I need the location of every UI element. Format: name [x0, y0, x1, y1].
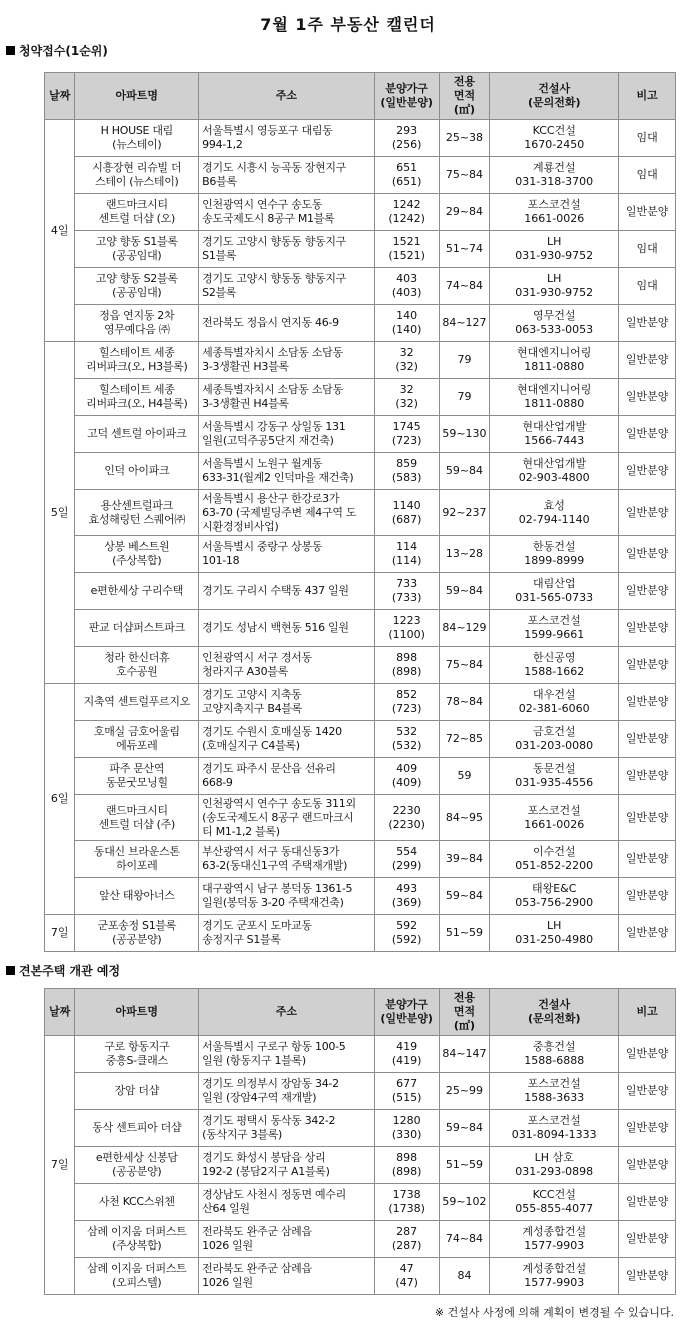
address-cell: 서울특별시 노원구 월계동 633-31(월계2 인덕마을 재건축): [199, 453, 375, 490]
builder-cell: 계성종합건설 1577-9903: [490, 1258, 619, 1295]
units-cell: 47 (47): [374, 1258, 439, 1295]
note-cell: 일반분양: [619, 379, 676, 416]
area-cell: 51~74: [439, 231, 490, 268]
page-title: 7월 1주 부동산 캘린더: [260, 15, 436, 34]
area-cell: 59: [439, 758, 490, 795]
area-cell: 29~84: [439, 194, 490, 231]
address-cell: 전라북도 완주군 삼례읍 1026 일원: [199, 1221, 375, 1258]
address-cell: 경기도 고양시 향동동 향동지구 S2블록: [199, 268, 375, 305]
square-bullet-icon: [6, 966, 15, 975]
apartment-name-cell: 판교 더샵퍼스트파크: [75, 610, 199, 647]
note-cell: 일반분양: [619, 1184, 676, 1221]
day-cell: 7일: [45, 915, 75, 952]
builder-cell: KCC건설 055-855-4077: [490, 1184, 619, 1221]
area-cell: 84~129: [439, 610, 490, 647]
table-row: [45, 1036, 676, 1073]
units-cell: 1745 (723): [374, 416, 439, 453]
address-cell: 부산광역시 서구 동대신동3가 63-2(동대신1구역 주택재개발): [199, 841, 375, 878]
area-cell: 79: [439, 342, 490, 379]
table-row: [45, 342, 676, 379]
units-cell: 293 (256): [374, 120, 439, 157]
units-cell: 677 (515): [374, 1073, 439, 1110]
units-cell: 403 (403): [374, 268, 439, 305]
builder-cell: 금호건설 031-203-0080: [490, 721, 619, 758]
address-cell: 경상남도 사천시 정동면 예수리 산64 일원: [199, 1184, 375, 1221]
table-row: [45, 1184, 676, 1221]
builder-cell: 중흥건설 1588-6888: [490, 1036, 619, 1073]
note-cell: 일반분양: [619, 536, 676, 573]
units-cell: 1223 (1100): [374, 610, 439, 647]
address-cell: 서울특별시 구로구 항동 100-5 일원 (항동지구 1블록): [199, 1036, 375, 1073]
builder-cell: 한동건설 1899-8999: [490, 536, 619, 573]
day-cell: 5일: [45, 342, 75, 684]
units-cell: 852 (723): [374, 684, 439, 721]
units-cell: 493 (369): [374, 878, 439, 915]
model-house-table: [44, 988, 676, 1295]
header-row: [45, 989, 676, 1036]
units-cell: 32 (32): [374, 379, 439, 416]
units-cell: 1738 (1738): [374, 1184, 439, 1221]
header-area: 전용 면적 (㎡): [439, 73, 490, 120]
apartment-name-cell: H HOUSE 대림 (뉴스테이): [75, 120, 199, 157]
builder-cell: 계성종합건설 1577-9903: [490, 1221, 619, 1258]
area-cell: 59~84: [439, 878, 490, 915]
header-builder: 건설사 (문의전화): [490, 73, 619, 120]
day-cell: 4일: [45, 120, 75, 342]
apartment-name-cell: 랜드마크시티 센트럴 더샵 (주): [75, 795, 199, 841]
apartment-name-cell: 지축역 센트럴푸르지오: [75, 684, 199, 721]
table-row: [45, 416, 676, 453]
area-cell: 74~84: [439, 1221, 490, 1258]
units-cell: 419 (419): [374, 1036, 439, 1073]
units-cell: 532 (532): [374, 721, 439, 758]
header-area: 전용 면적 (㎡): [439, 989, 490, 1036]
apartment-name-cell: 파주 문산역 동문굿모닝힐: [75, 758, 199, 795]
builder-cell: 대림산업 031-565-0733: [490, 573, 619, 610]
address-cell: 서울특별시 강동구 상일동 131 일원(고덕주공5단지 재건축): [199, 416, 375, 453]
table-row: [45, 194, 676, 231]
address-cell: 경기도 고양시 향동동 향동지구 S1블록: [199, 231, 375, 268]
area-cell: 59~84: [439, 573, 490, 610]
builder-cell: 포스코건설 1588-3633: [490, 1073, 619, 1110]
units-cell: 1140 (687): [374, 490, 439, 536]
area-cell: 59~84: [439, 453, 490, 490]
square-bullet-icon: [6, 46, 15, 55]
units-cell: 32 (32): [374, 342, 439, 379]
header-note: 비고: [619, 73, 676, 120]
header-units: 분양가구 (일반분양): [374, 73, 439, 120]
note-cell: 일반분양: [619, 573, 676, 610]
apartment-name-cell: 고양 향동 S1블록 (공공임대): [75, 231, 199, 268]
builder-cell: 현대산업개발 02-903-4800: [490, 453, 619, 490]
builder-cell: KCC건설 1670-2450: [490, 120, 619, 157]
header-date: 날짜: [45, 73, 75, 120]
apartment-name-cell: 고덕 센트럴 아이파크: [75, 416, 199, 453]
builder-cell: 현대엔지니어링 1811-0880: [490, 379, 619, 416]
table-row: [45, 1221, 676, 1258]
area-cell: 84~147: [439, 1036, 490, 1073]
table-row: [45, 721, 676, 758]
apartment-name-cell: 앞산 태왕아너스: [75, 878, 199, 915]
units-cell: 140 (140): [374, 305, 439, 342]
header-note: 비고: [619, 989, 676, 1036]
address-cell: 세종특별자치시 소담동 소담동 3-3생활권 H3블록: [199, 342, 375, 379]
apartment-name-cell: 용산센트럴파크 효성해링턴 스퀘어㈜: [75, 490, 199, 536]
address-cell: 경기도 화성시 봉담읍 상리 192-2 (봉담2지구 A1블록): [199, 1147, 375, 1184]
units-cell: 898 (898): [374, 647, 439, 684]
table-row: [45, 841, 676, 878]
address-cell: 인천광역시 연수구 송도동 송도국제도시 8공구 M1블록: [199, 194, 375, 231]
apartment-name-cell: 동대신 브라운스톤 하이포레: [75, 841, 199, 878]
note-cell: 일반분양: [619, 1110, 676, 1147]
note-cell: 일반분양: [619, 1147, 676, 1184]
units-cell: 733 (733): [374, 573, 439, 610]
table-row: [45, 305, 676, 342]
note-cell: 일반분양: [619, 453, 676, 490]
note-cell: 일반분양: [619, 342, 676, 379]
builder-cell: LH 031-250-4980: [490, 915, 619, 952]
note-cell: 일반분양: [619, 647, 676, 684]
builder-cell: 포스코건설 1661-0026: [490, 795, 619, 841]
builder-cell: 영무건설 063-533-0053: [490, 305, 619, 342]
apartment-name-cell: 구로 항동지구 중흥S-클래스: [75, 1036, 199, 1073]
address-cell: 전라북도 완주군 삼례읍 1026 일원: [199, 1258, 375, 1295]
units-cell: 898 (898): [374, 1147, 439, 1184]
table-row: [45, 536, 676, 573]
note-cell: 임대: [619, 268, 676, 305]
header-address: 주소: [199, 73, 375, 120]
address-cell: 경기도 고양시 지축동 고양지축지구 B4블록: [199, 684, 375, 721]
address-cell: 경기도 의정부시 장암동 34-2 일원 (장암4구역 재개발): [199, 1073, 375, 1110]
apartment-name-cell: 힐스테이트 세종 리버파크(오, H3블록): [75, 342, 199, 379]
area-cell: 84~95: [439, 795, 490, 841]
units-cell: 1242 (1242): [374, 194, 439, 231]
note-cell: 일반분양: [619, 194, 676, 231]
builder-cell: 태왕E&C 053-756-2900: [490, 878, 619, 915]
header-apartment: 아파트명: [75, 989, 199, 1036]
apartment-name-cell: e편한세상 신봉담 (공공분양): [75, 1147, 199, 1184]
table-row: [45, 453, 676, 490]
apartment-name-cell: 상봉 베스트원 (주상복합): [75, 536, 199, 573]
table-row: [45, 684, 676, 721]
apartment-name-cell: 장암 더샵: [75, 1073, 199, 1110]
note-cell: 일반분양: [619, 1258, 676, 1295]
table-row: [45, 1110, 676, 1147]
builder-cell: 동문건설 031-935-4556: [490, 758, 619, 795]
address-cell: 경기도 수원시 호매실동 1420 (호매실지구 C4블록): [199, 721, 375, 758]
builder-cell: 포스코건설 031-8094-1333: [490, 1110, 619, 1147]
apartment-name-cell: 사천 KCC스위첸: [75, 1184, 199, 1221]
table-row: [45, 379, 676, 416]
note-cell: 일반분양: [619, 841, 676, 878]
units-cell: 554 (299): [374, 841, 439, 878]
section-heading-model-house: [6, 962, 120, 979]
address-cell: 경기도 시흥시 능곡동 장현지구 B6블록: [199, 157, 375, 194]
note-cell: 일반분양: [619, 1036, 676, 1073]
note-cell: 일반분양: [619, 915, 676, 952]
builder-cell: 포스코건설 1661-0026: [490, 194, 619, 231]
area-cell: 25~99: [439, 1073, 490, 1110]
units-cell: 287 (287): [374, 1221, 439, 1258]
note-cell: 일반분양: [619, 305, 676, 342]
header-units: 분양가구 (일반분양): [374, 989, 439, 1036]
note-cell: 임대: [619, 120, 676, 157]
header-row: [45, 73, 676, 120]
note-cell: 일반분양: [619, 795, 676, 841]
address-cell: 인천광역시 서구 경서동 청라지구 A30블록: [199, 647, 375, 684]
builder-cell: 이수건설 051-852-2200: [490, 841, 619, 878]
area-cell: 51~59: [439, 915, 490, 952]
area-cell: 84: [439, 1258, 490, 1295]
area-cell: 74~84: [439, 268, 490, 305]
table-row: [45, 878, 676, 915]
header-address: 주소: [199, 989, 375, 1036]
area-cell: 78~84: [439, 684, 490, 721]
units-cell: 592 (592): [374, 915, 439, 952]
header-date: 날짜: [45, 989, 75, 1036]
table-row: [45, 157, 676, 194]
builder-cell: LH 삼호 031-293-0898: [490, 1147, 619, 1184]
builder-cell: 대우건설 02-381-6060: [490, 684, 619, 721]
builder-cell: 한신공영 1588-1662: [490, 647, 619, 684]
units-cell: 859 (583): [374, 453, 439, 490]
section-heading-subscription: [6, 42, 108, 59]
note-cell: 일반분양: [619, 1073, 676, 1110]
address-cell: 서울특별시 용산구 한강로3가 63-70 (국제빌딩주변 제4구역 도 시환경정비사업): [199, 490, 375, 536]
apartment-name-cell: 삼례 이지움 더퍼스트 (오피스텔): [75, 1258, 199, 1295]
note-cell: 일반분양: [619, 721, 676, 758]
table-row: [45, 1147, 676, 1184]
area-cell: 51~59: [439, 1147, 490, 1184]
table-row: [45, 490, 676, 536]
day-cell: 7일: [45, 1036, 75, 1295]
area-cell: 13~28: [439, 536, 490, 573]
table-row: [45, 647, 676, 684]
address-cell: 경기도 구리시 수택동 437 일원: [199, 573, 375, 610]
address-cell: 서울특별시 중랑구 상봉동 101-18: [199, 536, 375, 573]
area-cell: 25~38: [439, 120, 490, 157]
note-cell: 임대: [619, 157, 676, 194]
address-cell: 전라북도 정읍시 연지동 46-9: [199, 305, 375, 342]
units-cell: 114 (114): [374, 536, 439, 573]
apartment-name-cell: 랜드마크시티 센트럴 더샵 (오): [75, 194, 199, 231]
apartment-name-cell: 삼례 이지움 더퍼스트 (주상복합): [75, 1221, 199, 1258]
apartment-name-cell: 고양 향동 S2블록 (공공임대): [75, 268, 199, 305]
apartment-name-cell: 정읍 연지동 2차 영무예다음 ㈜: [75, 305, 199, 342]
section-heading-text: 청약접수(1순위): [19, 44, 108, 58]
apartment-name-cell: 힐스테이트 세종 리버파크(오, H4블록): [75, 379, 199, 416]
apartment-name-cell: 시흥장현 리슈빌 더 스테이 (뉴스테이): [75, 157, 199, 194]
area-cell: 84~127: [439, 305, 490, 342]
note-cell: 일반분양: [619, 1221, 676, 1258]
apartment-name-cell: 군포송정 S1블록 (공공분양): [75, 915, 199, 952]
builder-cell: 포스코건설 1599-9661: [490, 610, 619, 647]
builder-cell: 현대산업개발 1566-7443: [490, 416, 619, 453]
builder-cell: 효성 02-794-1140: [490, 490, 619, 536]
builder-cell: 계룡건설 031-318-3700: [490, 157, 619, 194]
builder-cell: LH 031-930-9752: [490, 268, 619, 305]
area-cell: 92~237: [439, 490, 490, 536]
apartment-name-cell: 청라 한신더휴 호수공원: [75, 647, 199, 684]
note-cell: 임대: [619, 231, 676, 268]
address-cell: 인천광역시 연수구 송도동 311외 (송도국제도시 8공구 랜드마크시 티 M1-1,2 블록): [199, 795, 375, 841]
table-row: [45, 1258, 676, 1295]
subscription-table: [44, 72, 676, 952]
table-row: [45, 795, 676, 841]
apartment-name-cell: e편한세상 구리수택: [75, 573, 199, 610]
address-cell: 대구광역시 남구 봉덕동 1361-5 일원(봉덕동 3-20 주택재건축): [199, 878, 375, 915]
table-row: [45, 1073, 676, 1110]
units-cell: 409 (409): [374, 758, 439, 795]
table-row: [45, 231, 676, 268]
footer-note: ※ 건설사 사정에 의해 계획이 변경될 수 있습니다.: [434, 1306, 674, 1319]
note-cell: 일반분양: [619, 878, 676, 915]
table-row: [45, 915, 676, 952]
address-cell: 서울특별시 영등포구 대림동 994-1,2: [199, 120, 375, 157]
address-cell: 경기도 성남시 백현동 516 일원: [199, 610, 375, 647]
apartment-name-cell: 동삭 센트피아 더샵: [75, 1110, 199, 1147]
address-cell: 경기도 평택시 동삭동 342-2 (동삭지구 3블록): [199, 1110, 375, 1147]
header-builder: 건설사 (문의전화): [490, 989, 619, 1036]
table-row: [45, 573, 676, 610]
note-cell: 일반분양: [619, 610, 676, 647]
units-cell: 1521 (1521): [374, 231, 439, 268]
area-cell: 75~84: [439, 647, 490, 684]
table-row: [45, 268, 676, 305]
table-row: [45, 758, 676, 795]
units-cell: 2230 (2230): [374, 795, 439, 841]
header-apartment: 아파트명: [75, 73, 199, 120]
apartment-name-cell: 호매실 금호어울림 에듀포레: [75, 721, 199, 758]
note-cell: 일반분양: [619, 758, 676, 795]
table-row: [45, 610, 676, 647]
area-cell: 59~130: [439, 416, 490, 453]
table-row: [45, 120, 676, 157]
address-cell: 경기도 군포시 도마교동 송정지구 S1블록: [199, 915, 375, 952]
units-cell: 1280 (330): [374, 1110, 439, 1147]
note-cell: 일반분양: [619, 490, 676, 536]
area-cell: 79: [439, 379, 490, 416]
area-cell: 75~84: [439, 157, 490, 194]
apartment-name-cell: 인덕 아이파크: [75, 453, 199, 490]
units-cell: 651 (651): [374, 157, 439, 194]
address-cell: 세종특별자치시 소담동 소담동 3-3생활권 H4블록: [199, 379, 375, 416]
section-heading-text: 견본주택 개관 예정: [19, 964, 121, 978]
address-cell: 경기도 파주시 문산읍 선유리 668-9: [199, 758, 375, 795]
area-cell: 59~84: [439, 1110, 490, 1147]
area-cell: 39~84: [439, 841, 490, 878]
note-cell: 일반분양: [619, 684, 676, 721]
builder-cell: LH 031-930-9752: [490, 231, 619, 268]
area-cell: 72~85: [439, 721, 490, 758]
day-cell: 6일: [45, 684, 75, 915]
note-cell: 일반분양: [619, 416, 676, 453]
builder-cell: 현대엔지니어링 1811-0880: [490, 342, 619, 379]
area-cell: 59~102: [439, 1184, 490, 1221]
